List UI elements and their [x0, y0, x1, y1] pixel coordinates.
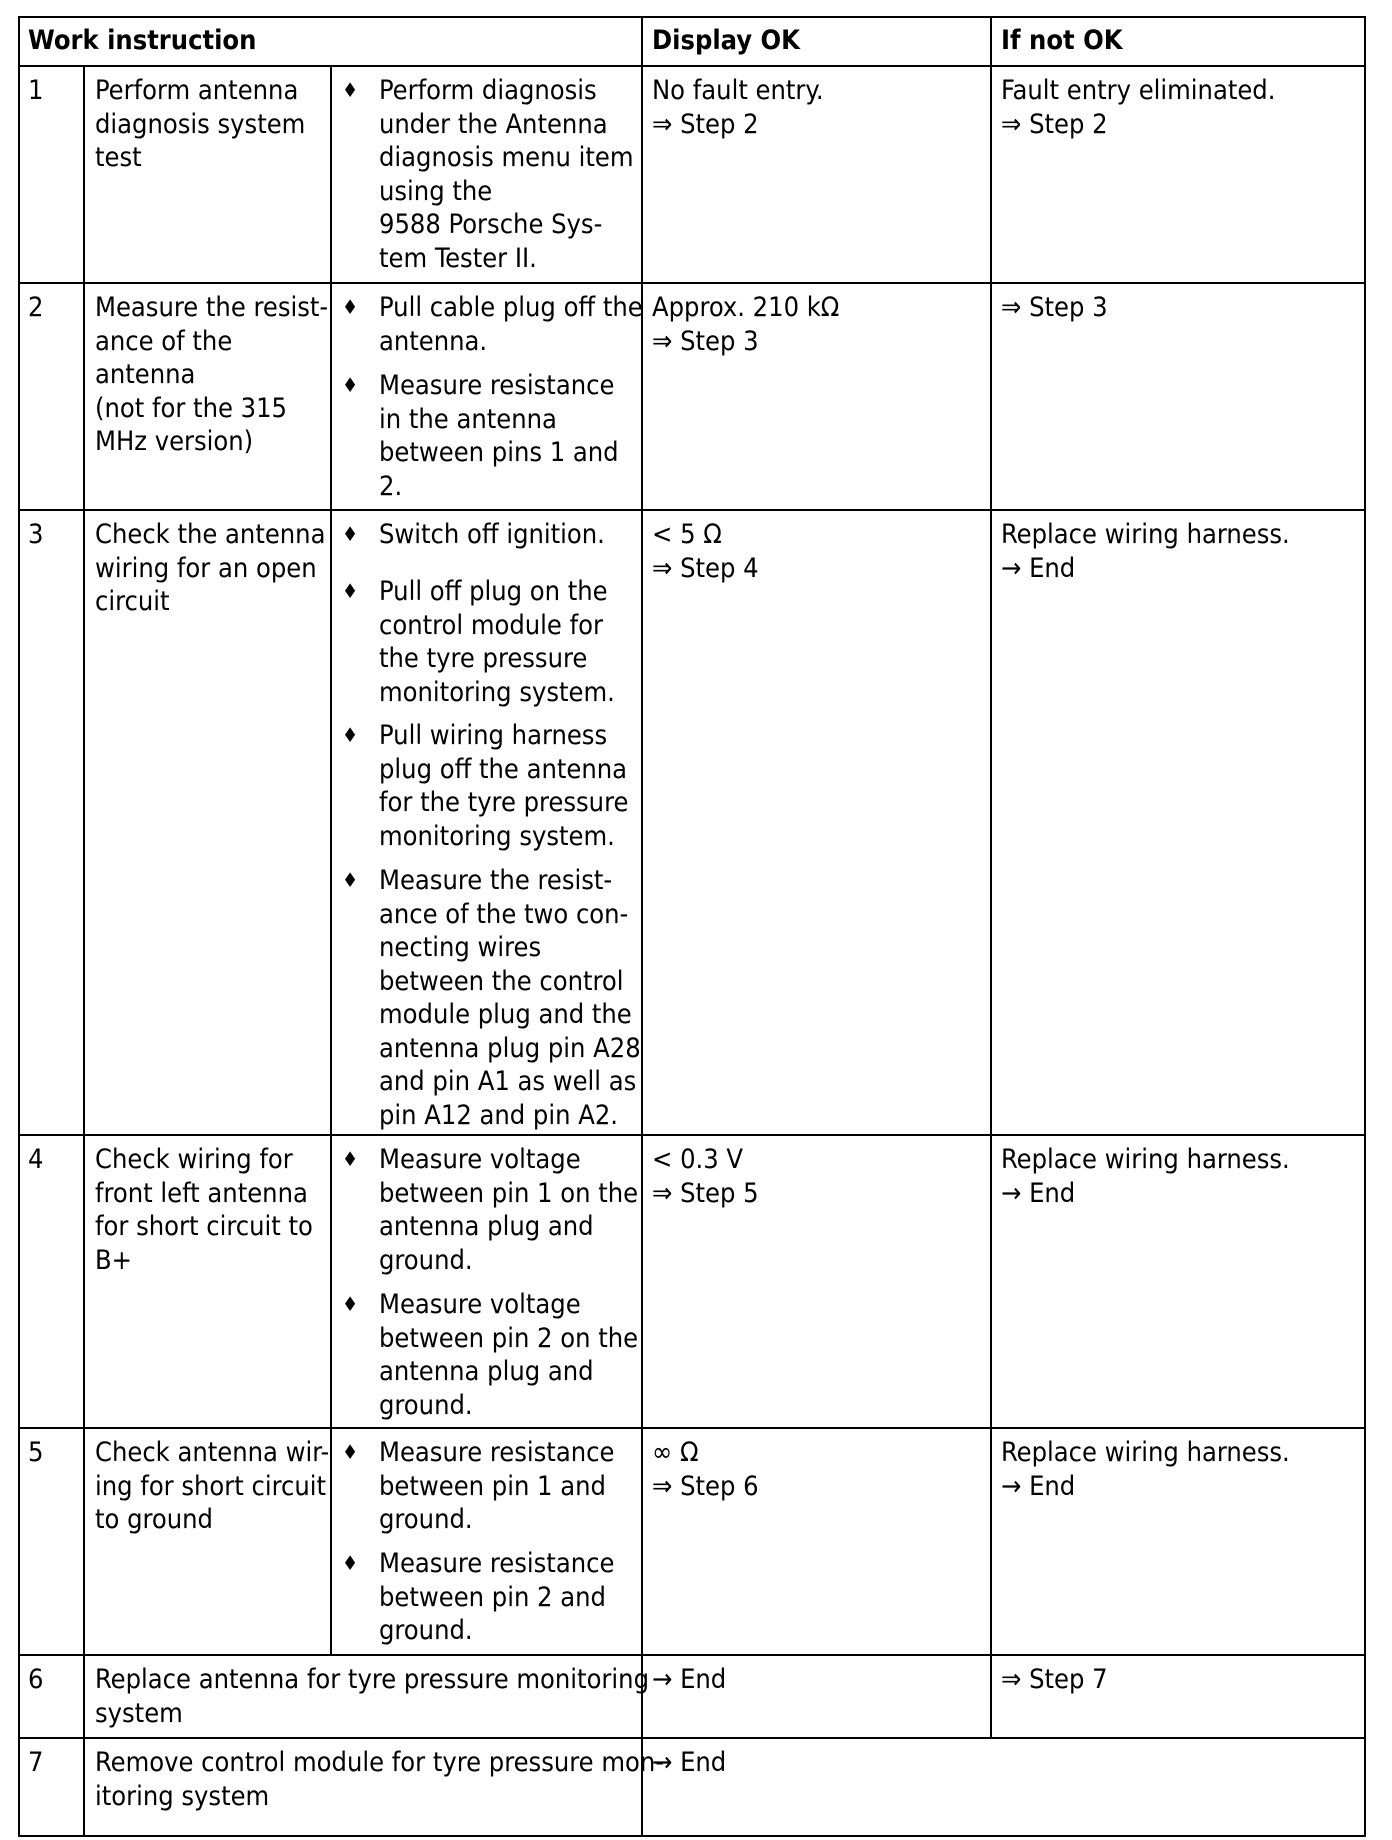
step-instruction: Measure resistance between pin 1 and ground. — [379, 1437, 615, 1535]
step-instruction: Switch off ignition. — [379, 519, 605, 550]
step-number: 1 — [28, 75, 44, 106]
bullet-icon: ♦ — [342, 1551, 359, 1575]
step-description: Perform antenna diagnosis system test — [95, 75, 306, 173]
if-not-ok-result: Replace wiring harness. → End — [1001, 1437, 1290, 1502]
row-divider — [18, 1737, 1366, 1739]
step-number: 4 — [28, 1144, 44, 1175]
if-not-ok-result: Replace wiring harness. → End — [1001, 519, 1290, 584]
step-instruction: Measure resistance between pin 2 and ground. — [379, 1548, 615, 1646]
step-description: Check antenna wir- ing for short circuit to ground — [95, 1437, 330, 1535]
bullet-icon: ♦ — [342, 868, 359, 892]
step-instruction: Pull wiring harness plug off the antenna for the tyre pressure monitoring system. — [379, 720, 629, 852]
bullet-icon: ♦ — [342, 1292, 359, 1316]
column-divider — [83, 66, 85, 1836]
step-description: Remove control module for tyre pressure mon- itoring system — [95, 1747, 665, 1812]
row-divider — [18, 65, 1366, 67]
step-number: 2 — [28, 292, 44, 323]
if-not-ok-result: Fault entry eliminated. ⇒ Step 2 — [1001, 75, 1276, 140]
if-not-ok-result: ⇒ Step 3 — [1001, 292, 1108, 323]
step-instruction: Measure voltage between pin 1 on the antenna plug and ground. — [379, 1144, 639, 1276]
bullet-icon: ♦ — [342, 78, 359, 102]
if-not-ok-result: ⇒ Step 7 — [1001, 1664, 1108, 1695]
bullet-icon: ♦ — [342, 522, 359, 546]
row-divider — [18, 282, 1366, 284]
column-divider — [641, 16, 643, 1836]
display-ok-result: → End — [652, 1664, 727, 1695]
step-description: Measure the resist- ance of the antenna (not for the 315 MHz version) — [95, 292, 329, 457]
display-ok-result: Approx. 210 kΩ ⇒ Step 3 — [652, 292, 840, 357]
row-divider — [18, 1134, 1366, 1136]
bullet-icon: ♦ — [342, 579, 359, 603]
step-instruction: Pull off plug on the control module for the tyre pressure monitoring system. — [379, 576, 615, 708]
step-description: Check wiring for front left antenna for short circuit to B+ — [95, 1144, 313, 1276]
step-instruction: Pull cable plug off the antenna. — [379, 292, 643, 357]
header-display-ok: Display OK — [652, 25, 800, 56]
bullet-icon: ♦ — [342, 373, 359, 397]
header-work-instruction: Work instruction — [28, 25, 257, 56]
display-ok-result: → End — [652, 1747, 727, 1778]
step-instruction: Measure the resist- ance of the two con- necting wires between the control module plug and the antenna plug pin A28 and pin A1 as well as pin A12 and pin A2. — [379, 865, 641, 1131]
header-if-not-ok: If not OK — [1001, 25, 1123, 56]
step-number: 6 — [28, 1664, 44, 1695]
column-divider — [330, 66, 332, 1655]
bullet-icon: ♦ — [342, 295, 359, 319]
bullet-icon: ♦ — [342, 1147, 359, 1171]
step-description: Check the antenna wiring for an open circuit — [95, 519, 326, 617]
display-ok-result: No fault entry. ⇒ Step 2 — [652, 75, 824, 140]
bullet-icon: ♦ — [342, 723, 359, 747]
display-ok-result: < 0.3 V ⇒ Step 5 — [652, 1144, 759, 1209]
column-divider — [990, 16, 992, 1738]
step-instruction: Perform diagnosis under the Antenna diagnosis menu item using the 9588 Porsche Sys- tem Tester II. — [379, 75, 634, 274]
step-number: 3 — [28, 519, 44, 550]
display-ok-result: < 5 Ω ⇒ Step 4 — [652, 519, 759, 584]
if-not-ok-result: Replace wiring harness. → End — [1001, 1144, 1290, 1209]
row-divider — [18, 1654, 1366, 1656]
row-divider — [18, 509, 1366, 511]
step-description: Replace antenna for tyre pressure monitoring system — [95, 1664, 649, 1729]
bullet-icon: ♦ — [342, 1440, 359, 1464]
step-number: 5 — [28, 1437, 44, 1468]
row-divider — [18, 1427, 1366, 1429]
step-number: 7 — [28, 1747, 44, 1778]
step-instruction: Measure voltage between pin 2 on the antenna plug and ground. — [379, 1289, 639, 1421]
display-ok-result: ∞ Ω ⇒ Step 6 — [652, 1437, 759, 1502]
step-instruction: Measure resistance in the antenna between pins 1 and 2. — [379, 370, 619, 502]
work-instruction-table — [18, 16, 1366, 1837]
